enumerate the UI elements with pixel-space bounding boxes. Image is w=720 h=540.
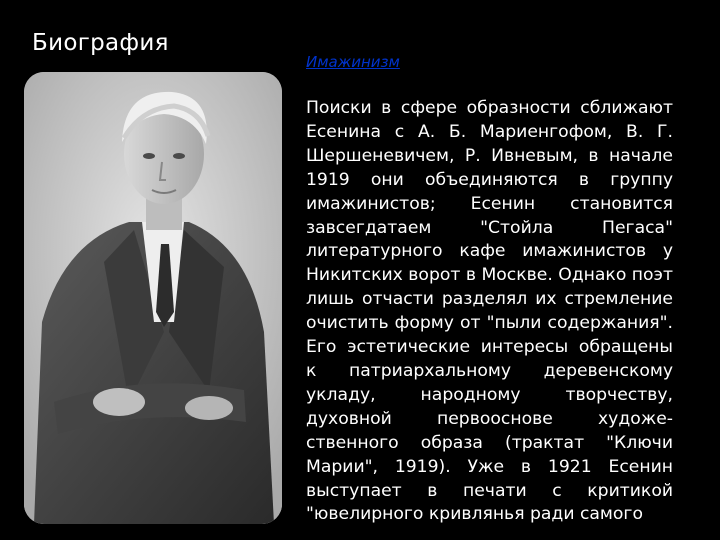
slide-title: Биография: [32, 30, 169, 56]
biography-text: Поиски в сфере образности сближают Есенина с А. Б. Мариенгофом, В. Г. Шершеневичем, Р. Ивневым, в начале 1919 они объединяются в группу имажинистов; Есенин становится завсегдатаем "Стойла Пегаса" литературного кафе имажинистов у Никитских ворот в Москве. Однако поэт лишь отчасти разделял их стремление очистить форму от "пыли содержания". Его эстетические интересы обращены к патриархальному деревенскому укладу, народному творчеству, духовной первооснове художе-ственного образа (трактат "Ключи Марии", 1919). Уже в 1921 Есенин выступает в печати с критикой "ювелирного кривлянья ради самого: [306, 98, 673, 525]
portrait-illustration: [24, 72, 282, 524]
imagism-link[interactable]: Имажинизм: [306, 53, 400, 71]
portrait-photo: [24, 72, 282, 524]
